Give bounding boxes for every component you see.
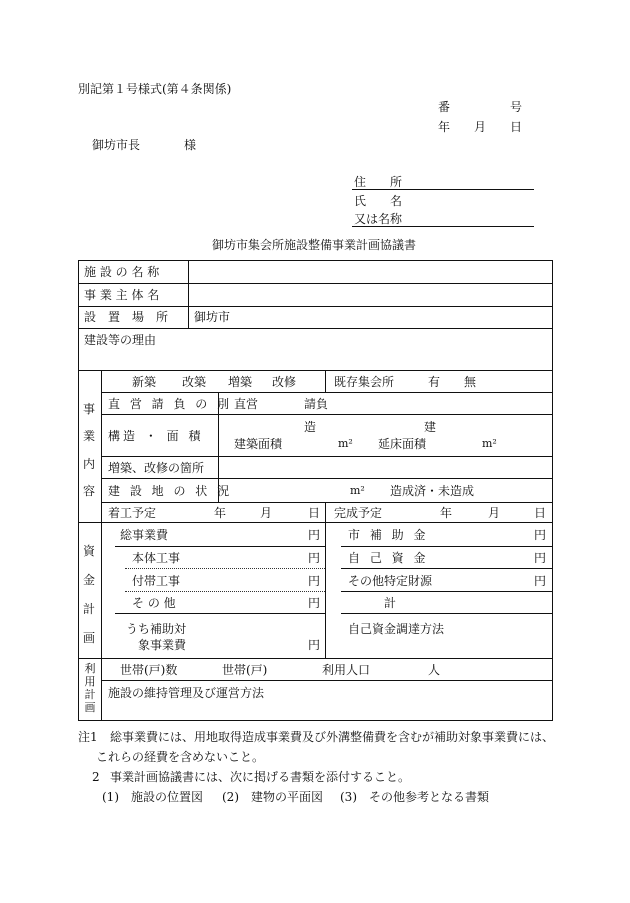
city-subsidy-unit: 円 [534, 528, 547, 542]
attach-doc-3: (3) その他参考となる書類 [340, 790, 489, 804]
existing-label: 既存集会所 [334, 375, 395, 389]
users-unit: 人 [428, 663, 441, 677]
day-label: 日 [510, 120, 523, 134]
maintenance-label: 施設の維持管理及び運営方法 [108, 686, 265, 700]
total-cost-unit: 円 [308, 528, 321, 542]
existing-no: 無 [464, 375, 477, 389]
note-1-text: 総事業費には、用地取得造成事業費及び外溝整備費を含むが補助対象事業費には、 [110, 730, 555, 744]
usage-side-2: 用 [84, 675, 96, 688]
structure-ken: 建 [424, 420, 437, 434]
subsidy-target-label-1: うち補助対 [126, 622, 187, 636]
location-value: 御坊市 [194, 310, 231, 324]
month-label: 月 [474, 120, 487, 134]
direct-label: 直 営 請 負 の 別 [108, 397, 233, 411]
facility-name-label: 施 設 の 名 称 [84, 265, 160, 279]
content-side-3: 内 [82, 457, 95, 471]
org-label: 又は名称 [354, 212, 403, 226]
start-day: 日 [308, 506, 321, 520]
complete-label: 完成予定 [334, 506, 383, 520]
building-area-unit: m² [338, 437, 353, 450]
attach-doc-1: (1) 施設の位置図 [102, 790, 203, 804]
fund-side-3: 計 [82, 602, 95, 616]
main-work-unit: 円 [308, 551, 321, 565]
note-2-text: 事業計画協議書には、次に掲げる書類を添付すること。 [110, 770, 411, 784]
site-developed: 造成済・未造成 [390, 484, 475, 498]
year-label: 年 [438, 120, 451, 134]
subsidy-target-unit: 円 [308, 638, 321, 652]
attach-doc-2: (2) 建物の平面図 [222, 790, 323, 804]
total-cost-label: 総事業費 [120, 528, 169, 542]
extension-label: 増築、改修の箇所 [108, 461, 205, 475]
addressee-honorific: 様 [184, 138, 197, 152]
addressee: 御坊市長 [92, 138, 141, 152]
other-cost-label: そ の 他 [132, 596, 176, 610]
reason-label: 建設等の理由 [84, 333, 157, 347]
content-side-1: 事 [82, 402, 95, 416]
address-label: 住 所 [354, 175, 403, 189]
type-repair: 改修 [272, 375, 297, 389]
start-label: 着工予定 [108, 506, 157, 520]
existing-yes: 有 [428, 375, 441, 389]
city-subsidy-label: 市 補 助 金 [348, 528, 429, 542]
own-funds-unit: 円 [534, 551, 547, 565]
main-work-label: 本体工事 [132, 551, 181, 565]
direct-option: 直営 [234, 397, 259, 411]
ancillary-work-label: 付帯工事 [132, 574, 181, 588]
complete-year: 年 [440, 506, 453, 520]
content-side-4: 容 [82, 484, 95, 498]
operator-label: 事 業 主 体 名 [84, 288, 160, 302]
usage-side-3: 計 [84, 688, 96, 701]
households-count-label: 世帯(戸)数 [120, 663, 178, 677]
own-funds-method-label: 自己資金調達方法 [348, 622, 445, 636]
fund-side-4: 画 [82, 631, 95, 645]
number-suffix: 号 [510, 100, 523, 114]
content-side-2: 業 [82, 429, 95, 443]
name-label: 氏 名 [354, 194, 403, 208]
site-label: 建 設 地 の 状 況 [108, 484, 233, 498]
start-year: 年 [214, 506, 227, 520]
number-label: 番 [438, 100, 451, 114]
complete-day: 日 [534, 506, 547, 520]
ancillary-work-unit: 円 [308, 574, 321, 588]
note-1-label: 注1 [78, 730, 98, 744]
form-label: 別記第１号様式(第４条関係) [78, 82, 232, 96]
start-month: 月 [260, 506, 273, 520]
contract-option: 請負 [304, 397, 329, 411]
structure-zou: 造 [304, 420, 317, 434]
usage-side-1: 利 [84, 662, 96, 675]
usage-side-4: 画 [84, 701, 96, 714]
note-1-text-cont: これらの経費を含めないこと。 [96, 750, 265, 764]
subsidy-target-label-2: 象事業費 [138, 638, 187, 652]
name-field[interactable] [352, 226, 534, 227]
building-area-label: 建築面積 [234, 437, 283, 451]
other-specific-label: その他特定財源 [348, 574, 433, 588]
structure-label: 構造 ・ 面 積 [108, 429, 204, 443]
type-renovate: 改築 [182, 375, 207, 389]
users-label: 利用人口 [322, 663, 371, 677]
households-unit: 世帯(戸) [222, 663, 268, 677]
site-unit: m² [350, 484, 365, 497]
other-specific-unit: 円 [534, 574, 547, 588]
fund-side-2: 金 [82, 573, 95, 587]
fund-side-1: 資 [82, 544, 95, 558]
note-2-label: 2 [92, 770, 100, 784]
address-field[interactable] [352, 189, 534, 190]
location-label: 設 置 場 所 [84, 310, 169, 324]
complete-month: 月 [488, 506, 501, 520]
fund-total-label: 計 [384, 596, 397, 610]
other-cost-unit: 円 [308, 596, 321, 610]
floor-area-label: 延床面積 [378, 437, 427, 451]
floor-area-unit: m² [482, 437, 497, 450]
type-new: 新築 [132, 375, 157, 389]
type-extend: 増築 [228, 375, 253, 389]
own-funds-label: 自 己 資 金 [348, 551, 429, 565]
document-title: 御坊市集会所施設整備事業計画協議書 [212, 238, 417, 252]
